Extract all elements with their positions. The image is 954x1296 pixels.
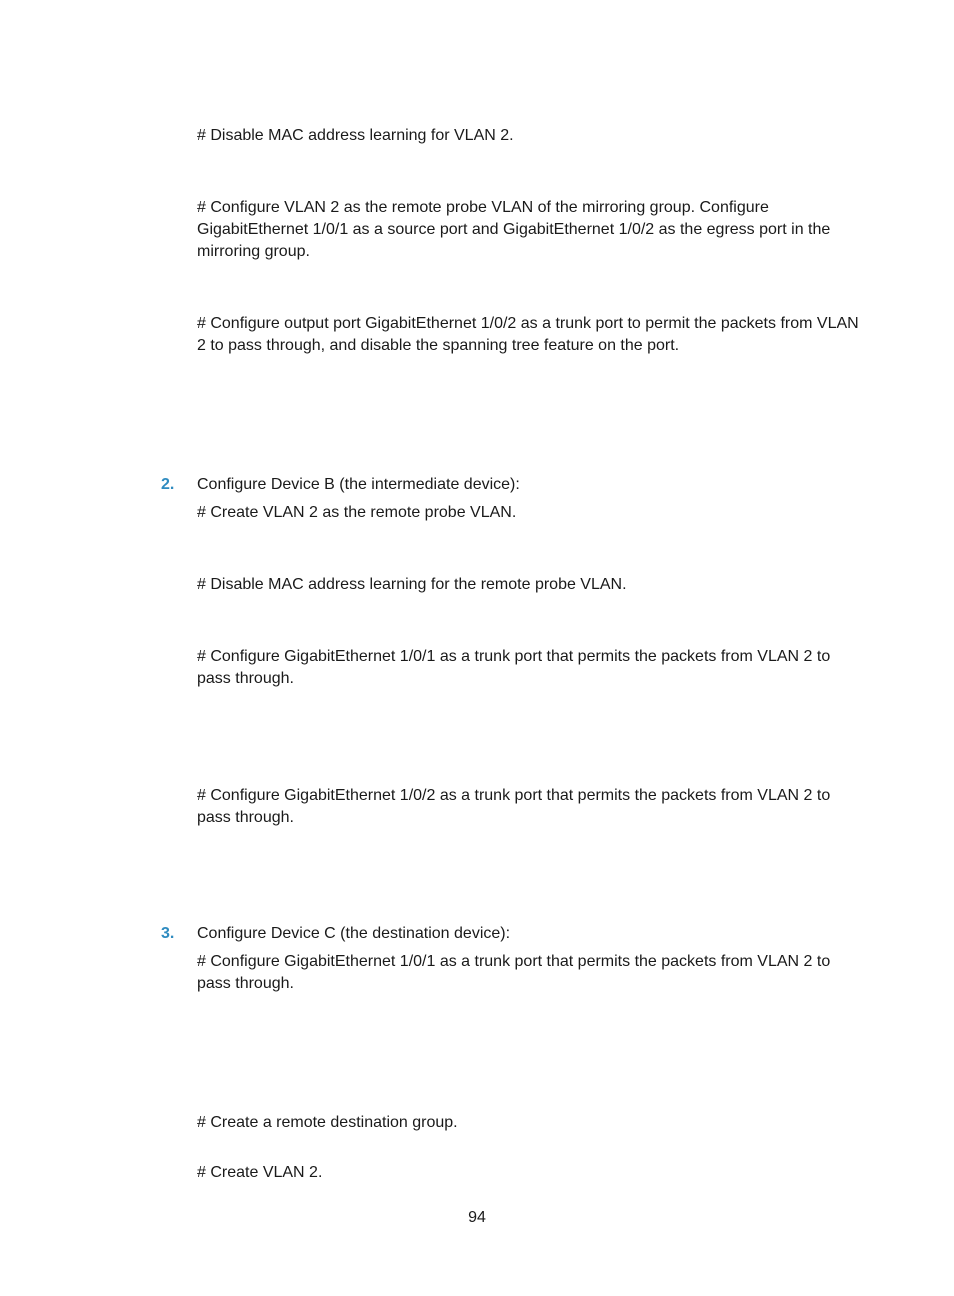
comment-disable-mac-vlan2: # Disable MAC address learning for VLAN 2. — [197, 127, 514, 144]
comment-output-port: # Configure output port GigabitEthernet 1/0/2 as a trunk port to permit the packets from VLAN 2 to pass through, and disable the spanning tree feature on the port. — [197, 315, 859, 354]
page-number: 94 — [468, 1209, 486, 1226]
comment-device-b-port2: # Configure GigabitEthernet 1/0/2 as a trunk port that permits the packets from VLAN 2 to pass through. — [197, 787, 831, 826]
step-title-device-c: Configure Device C (the destination device): — [197, 925, 511, 942]
comment-remote-destination-group: # Create a remote destination group. — [197, 1114, 458, 1131]
comment-disable-mac-remote-probe: # Disable MAC address learning for the remote probe VLAN. — [197, 576, 627, 593]
step-number-2: 2. — [161, 476, 175, 493]
comment-create-remote-probe-vlan: # Create VLAN 2 as the remote probe VLAN. — [197, 504, 517, 521]
comment-device-c-port1: # Configure GigabitEthernet 1/0/1 as a trunk port that permits the packets from VLAN 2 to pass through. — [197, 953, 831, 992]
step-title-device-b: Configure Device B (the intermediate device): — [197, 476, 520, 493]
comment-create-vlan2: # Create VLAN 2. — [197, 1164, 323, 1181]
step-number-3: 3. — [161, 925, 175, 942]
comment-remote-probe-vlan: # Configure VLAN 2 as the remote probe VLAN of the mirroring group. Configure GigabitEthernet 1/0/1 as a source port and GigabitEthernet 1/0/2 as the egress port in the mirroring group. — [197, 199, 831, 260]
comment-device-b-port1: # Configure GigabitEthernet 1/0/1 as a trunk port that permits the packets from VLAN 2 to pass through. — [197, 648, 831, 687]
